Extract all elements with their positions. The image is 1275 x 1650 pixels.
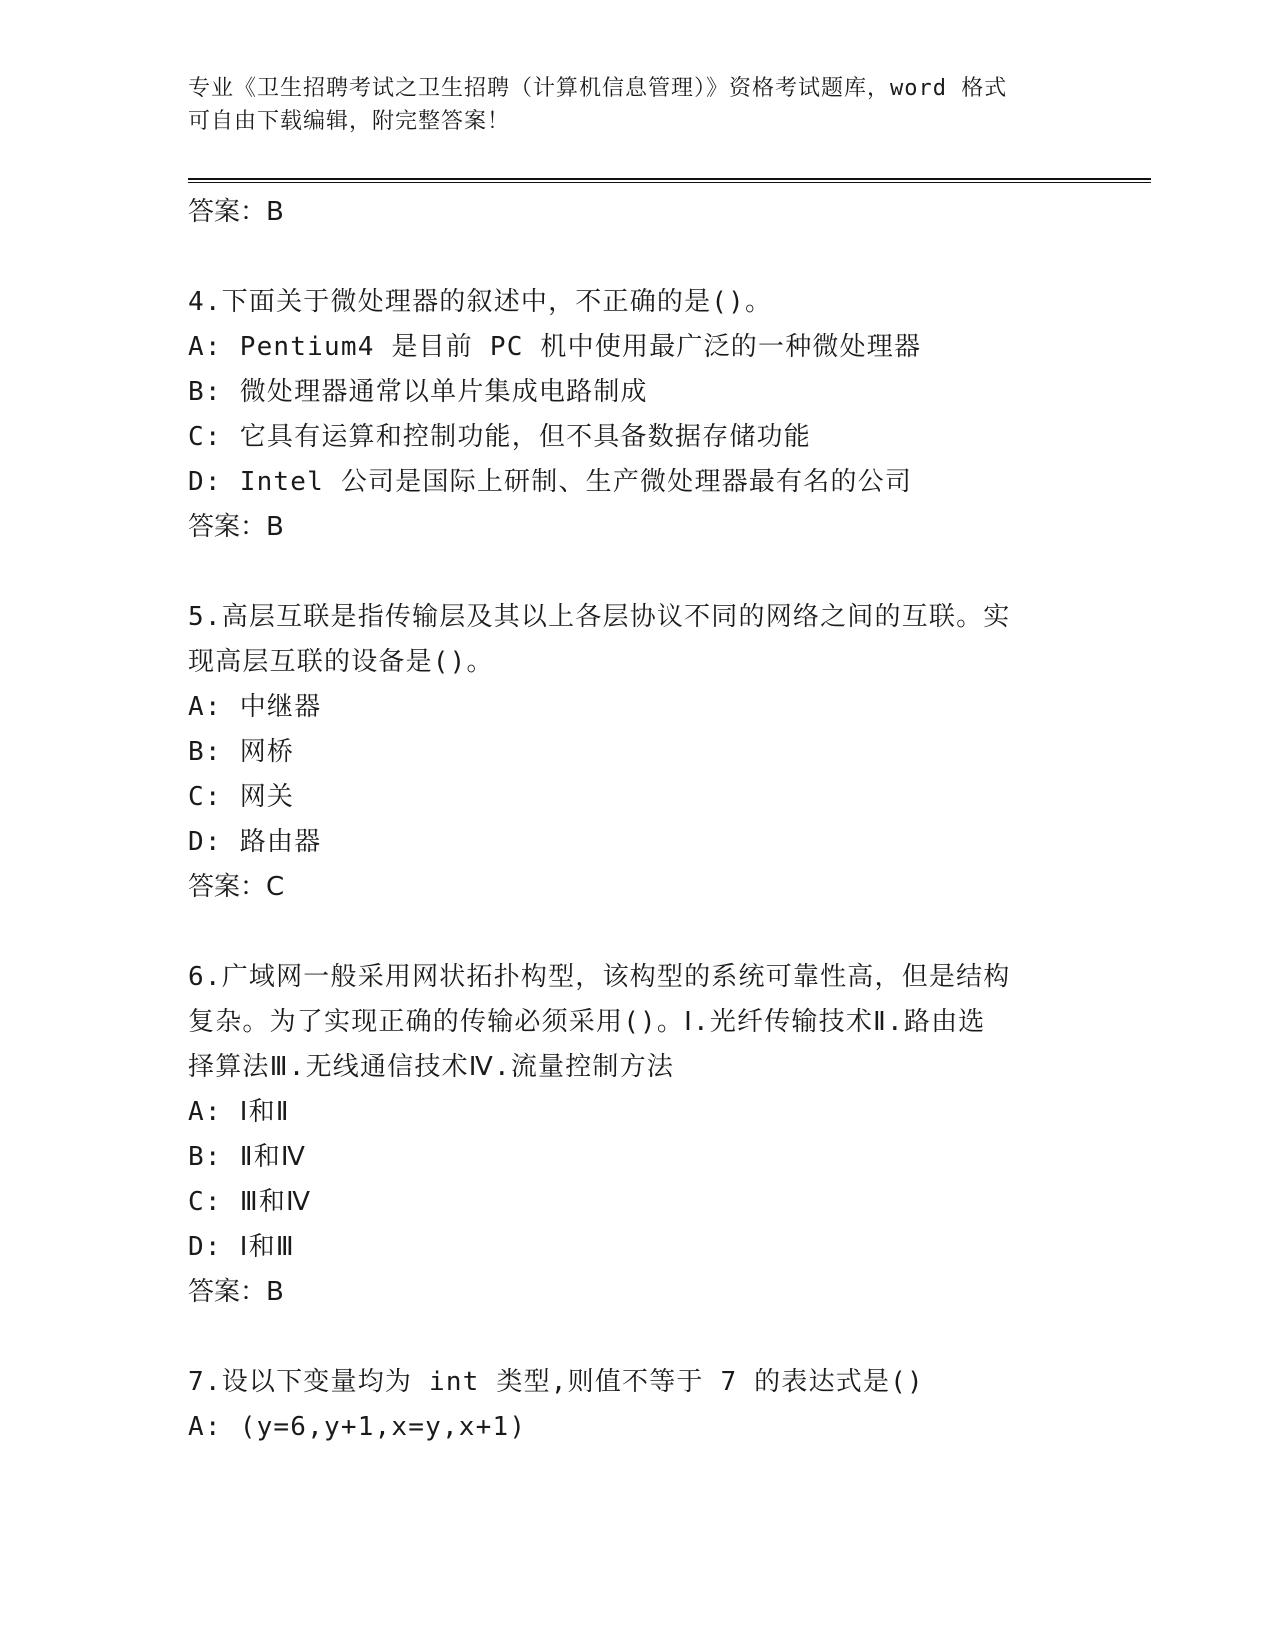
option-b bbox=[188, 370, 1088, 415]
option-text: Ⅰ和Ⅱ bbox=[239, 1097, 290, 1127]
option-text: Ⅲ和Ⅳ bbox=[239, 1187, 312, 1217]
option-letter: A: bbox=[188, 332, 222, 362]
option-d bbox=[188, 1225, 1088, 1270]
option-letter: A: bbox=[188, 1412, 222, 1442]
option-letter: D: bbox=[188, 467, 222, 497]
option-letter: B: bbox=[188, 1142, 222, 1172]
document-header bbox=[188, 72, 1068, 138]
option-a bbox=[188, 325, 1088, 370]
option-text: Ⅱ和Ⅳ bbox=[239, 1142, 307, 1172]
option-b bbox=[188, 730, 1088, 775]
option-letter: C: bbox=[188, 782, 222, 812]
question-text: 6.广域网一般采用网状拓扑构型，该构型的系统可靠性高，但是结构 bbox=[188, 962, 1011, 992]
option-text: 它具有运算和控制功能，但不具备数据存储功能 bbox=[239, 422, 811, 452]
header-divider-thick bbox=[188, 178, 1151, 180]
option-a bbox=[188, 1090, 1088, 1135]
question-text: 4.下面关于微处理器的叙述中，不正确的是()。 bbox=[188, 287, 773, 317]
header-divider-thin bbox=[188, 182, 1151, 183]
question-7 bbox=[188, 1360, 1088, 1450]
option-letter: D: bbox=[188, 1232, 222, 1262]
option-text: (y=6,y+1,x=y,x+1) bbox=[239, 1412, 527, 1442]
option-letter: C: bbox=[188, 1187, 222, 1217]
option-text: 微处理器通常以单片集成电路制成 bbox=[239, 377, 648, 407]
option-letter: B: bbox=[188, 377, 222, 407]
option-c bbox=[188, 1180, 1088, 1225]
option-c bbox=[188, 775, 1088, 820]
option-text: Pentium4 是目前 PC 机中使用最广泛的一种微处理器 bbox=[239, 332, 922, 362]
option-a bbox=[188, 1405, 1088, 1450]
answer-label: 答案：B bbox=[188, 1277, 284, 1307]
question-4 bbox=[188, 280, 1088, 549]
question-6 bbox=[188, 955, 1088, 1314]
option-text: Ⅰ和Ⅲ bbox=[239, 1232, 295, 1262]
option-a bbox=[188, 685, 1088, 730]
option-text: 路由器 bbox=[239, 827, 322, 857]
option-letter: D: bbox=[188, 827, 222, 857]
question-text: 7.设以下变量均为 int 类型,则值不等于 7 的表达式是() bbox=[188, 1367, 924, 1397]
question-text: 择算法Ⅲ.无线通信技术Ⅳ.流量控制方法 bbox=[188, 1052, 675, 1082]
header-line-2: 可自由下载编辑，附完整答案！ bbox=[188, 109, 511, 134]
option-text: 网关 bbox=[239, 782, 295, 812]
option-letter: B: bbox=[188, 737, 222, 767]
option-text: Intel 公司是国际上研制、生产微处理器最有名的公司 bbox=[239, 467, 913, 497]
answer-label: 答案：B bbox=[188, 197, 284, 227]
option-letter: C: bbox=[188, 422, 222, 452]
header-line-1: 专业《卫生招聘考试之卫生招聘（计算机信息管理）》资格考试题库，word 格式 bbox=[188, 76, 1008, 101]
option-letter: A: bbox=[188, 692, 222, 722]
option-d bbox=[188, 460, 1088, 505]
option-text: 网桥 bbox=[239, 737, 295, 767]
question-text: 复杂。为了实现正确的传输必须采用()。Ⅰ.光纤传输技术Ⅱ.路由选 bbox=[188, 1007, 986, 1037]
question-text: 现高层互联的设备是()。 bbox=[188, 647, 494, 677]
answer-label: 答案：C bbox=[188, 872, 285, 902]
answer-label: 答案：B bbox=[188, 512, 284, 542]
option-b bbox=[188, 1135, 1088, 1180]
option-letter: A: bbox=[188, 1097, 222, 1127]
question-list bbox=[188, 190, 1088, 1450]
question-5 bbox=[188, 595, 1088, 909]
option-d bbox=[188, 820, 1088, 865]
question-text: 5.高层互联是指传输层及其以上各层协议不同的网络之间的互联。实 bbox=[188, 602, 1011, 632]
option-text: 中继器 bbox=[239, 692, 322, 722]
option-c bbox=[188, 415, 1088, 460]
answer-block-prev bbox=[188, 190, 1088, 234]
